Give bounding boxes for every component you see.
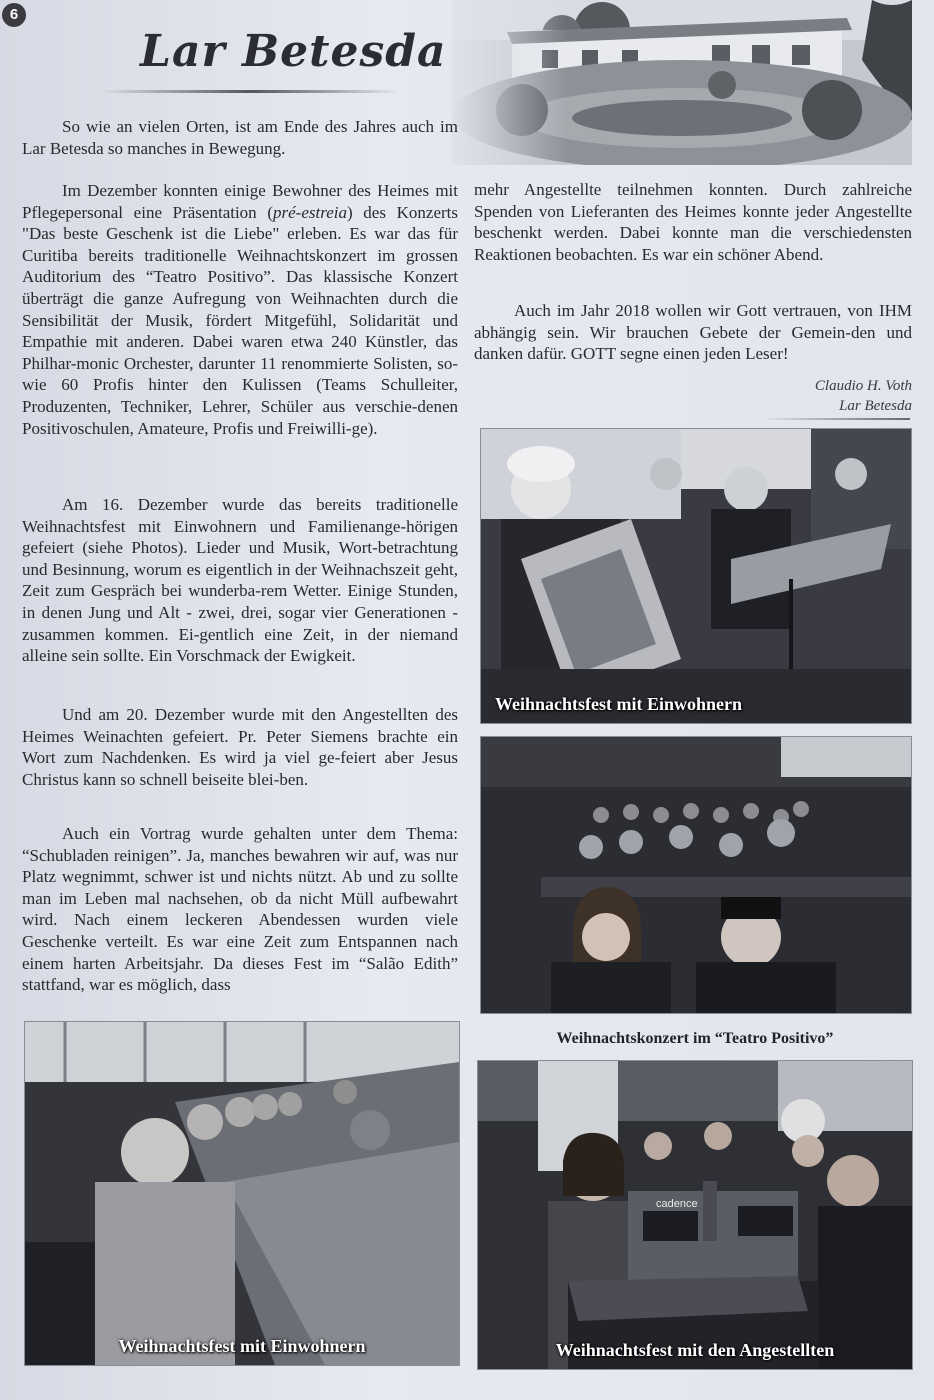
- header-photo-building: [452, 0, 912, 165]
- paragraph-concert-a: Im Dezember konnten einige Bewohner des Heimes mit Pflegepersonal eine Präsentation (: [22, 181, 458, 222]
- paragraph-talk: Auch ein Vortrag wurde gehalten unter dem Thema: “Schubladen reinigen”. Ja, manches bewahren wir auf, was nur Platz wegnimmt, schwer ist und nichts nützt. Ab und zu sollte man im Leben mal nachsehen, ob da nicht Müll aufbewahrt wird. Nach einem leckeren Abendessen wurden viele Geschenke verteilt. Es war eine Zeit zum Entspannen nach einem harten Arbeitsjahr. Da dieses Fest im “Salão Edith” stattfand, war es möglich, dass: [22, 824, 458, 995]
- article-title: Lar Betesda: [140, 26, 447, 77]
- accordion-scene: [481, 429, 911, 723]
- staff-party-scene: [478, 1061, 912, 1369]
- caption-residents: Weihnachtsfest mit Einwohnern: [118, 1336, 366, 1356]
- theatre-scene: [481, 737, 911, 1013]
- photo-staff-party: [477, 1060, 913, 1370]
- page-number: 6: [2, 3, 26, 27]
- paragraph-concert-b: ) des Konzerts "Das beste Geschenk ist die Liebe" erleben. Es war das für Curitiba bereits traditionelle Weihnachtskonzert im grossen Auditorium des “Teatro Positivo”. Das klassische Konzert überträgt die ganze Aufregung von Weihnachten durch die Sensibilität der Musik, fördert Mitgefühl, Solidarität und Empathie mit anderen. Dabei waren etwa 240 Künstler, das Philhar-monic Orchester, darunter 11 renommierte Solisten, so-wie 60 Profis hinter den Kulissen (Teams Schulleiter, Produzenten, Techniker, Lehrer, Schüler aus verschie-denen Positivoschulen, Amateure, Profis und Freiwilli-ge).: [22, 202, 458, 438]
- box-brand-label: cadence: [656, 1198, 698, 1210]
- photo-residents-row: [24, 1021, 460, 1366]
- signature-org: Lar Betesda: [839, 398, 912, 414]
- signature: [815, 376, 912, 416]
- photo-theatre-audience: [480, 736, 912, 1014]
- intro-paragraph: So wie an vielen Orten, ist am Ende des Jahres auch im Lar Betesda so manches in Bewegung.: [22, 117, 458, 158]
- paragraph-dec16: Am 16. Dezember wurde das bereits traditionelle Weihnachtsfest mit Einwohnern und Familienange-hörigen gefeiert (siehe Photos). Lieder und Musik, Wort-betrachtung und Besinnung, worum es eigentlich in der Weihnachszeit geht, Zeit zum Gespräch bei wunderba-rem Wetter. Einige Stunden, in denen Jung und Alt - zwei, drei, sogar vier Generationen - zusammen kommen. Ei-gentlich eine Zeit, in der niemand alleine sein sollte. Ein Vorschmack der Ewigkeit.: [22, 495, 458, 666]
- signature-rule: [760, 418, 910, 420]
- building-garden-image: [452, 0, 912, 165]
- caption-theatre: Weihnachtskonzert im “Teatro Positivo”: [556, 1030, 834, 1047]
- paragraph-2018: Auch im Jahr 2018 wollen wir Gott vertrauen, von IHM abhängig sein. Wir brauchen Gebete der Gemein-den und danken dafür. GOTT segne einen jeden Leser!: [474, 301, 912, 364]
- signature-name: Claudio H. Voth: [814, 378, 912, 394]
- caption-accordion: Weihnachtsfest mit Einwohnern: [495, 694, 743, 714]
- paragraph-dec20: Und am 20. Dezember wurde mit den Angestellten des Heimes Weinachten gefeiert. Pr. Peter Siemens brachte ein Wort zum Nachdenken. Es wird ja viel ge-feiert aber Jesus Christus kann so schnell beiseite blei-ben.: [22, 705, 458, 789]
- caption-staff: Weihnachtsfest mit den Angestellten: [555, 1340, 835, 1360]
- paragraph-concert: [22, 180, 458, 439]
- paragraph-concert-italic: pré-estreia: [273, 202, 347, 222]
- paragraph-continued: mehr Angestellte teilnehmen konnten. Durch zahlreiche Spenden von Lieferanten des Heimes konnte jeder Angestellte beschenkt werden. Dabei konnte man die verschiedensten Reaktionen beobachten. Es war ein schöner Abend.: [474, 180, 912, 264]
- title-underline: [100, 90, 400, 93]
- photo-accordion-residents: [480, 428, 912, 724]
- residents-scene: [25, 1022, 459, 1365]
